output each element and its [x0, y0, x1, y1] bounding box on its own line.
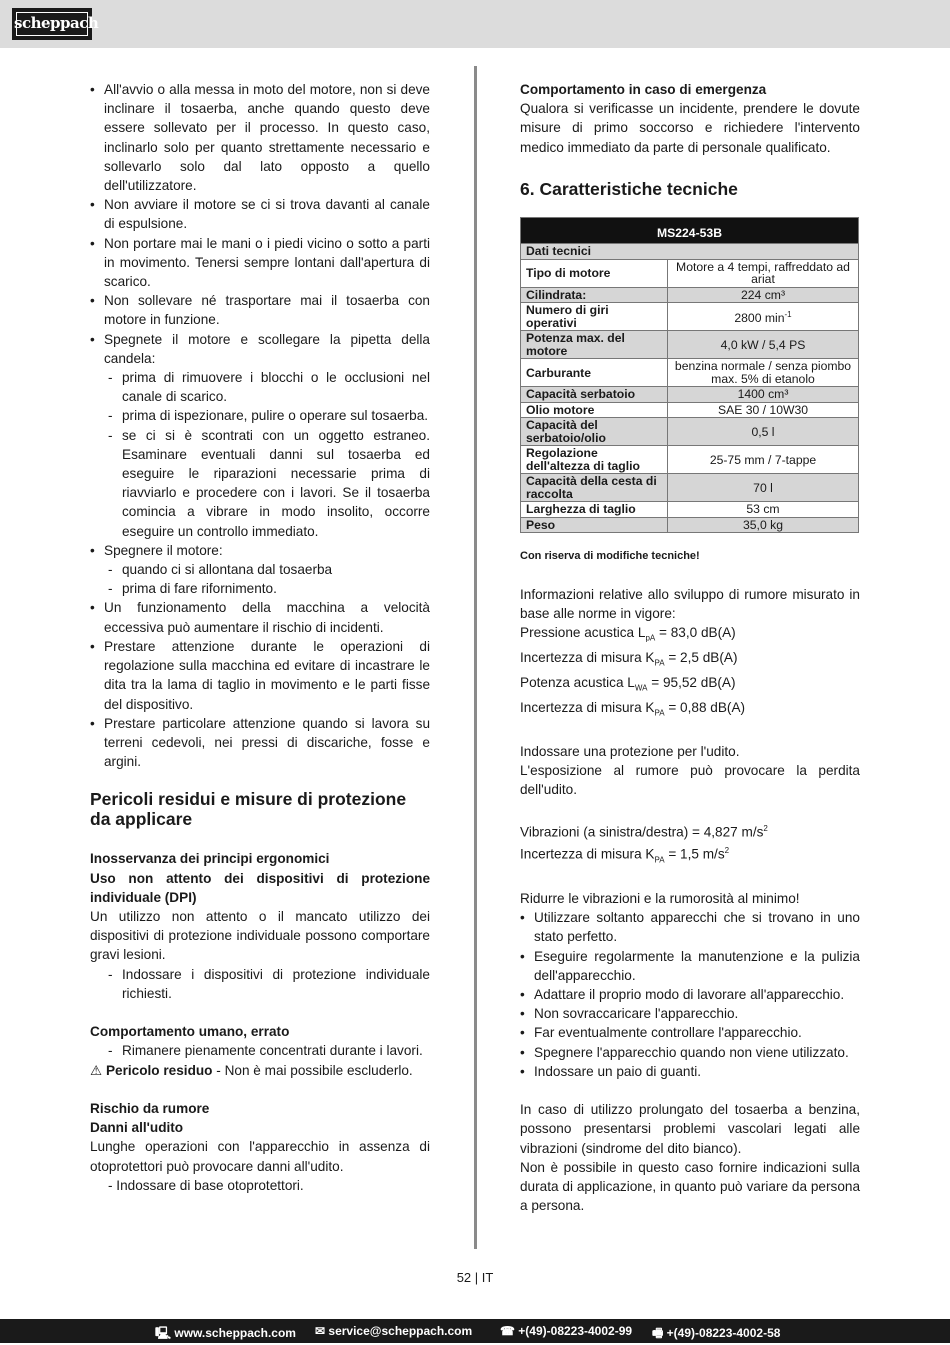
list-item: • Far eventualmente controllare l'apparecchio. — [520, 1025, 802, 1041]
spec-label: Carburante — [521, 359, 668, 387]
spec-label: Olio motore — [521, 402, 668, 418]
sub-list-item: - quando ci si allontana dal tosaerba — [108, 562, 333, 578]
table-row — [521, 517, 859, 533]
spec-label: Regolazione dell'altezza di taglio — [521, 446, 668, 474]
footer-phone: ☎ +(49)-08223-4002-99 — [500, 1324, 633, 1338]
table-header-row — [521, 217, 859, 244]
spec-value: 70 l — [668, 474, 859, 502]
header-bar — [0, 0, 950, 48]
vibration-uncertainty: Incertezza di misura $K_{PA} = 1,5$ $m/s^2$ — [520, 846, 730, 865]
spec-value: SAE 30 / 10W30 — [668, 402, 859, 418]
emergency-title: Comportamento in caso di emergenza — [520, 82, 767, 97]
sub-list-item: - prima di fare rifornimento. — [108, 581, 277, 597]
phone-icon: ☎ — [500, 1324, 515, 1338]
table-note: Con riserva di modifiche tecniche! — [520, 550, 700, 563]
table-row — [521, 287, 859, 303]
dpi-title: Uso non attento dei dispositivi di protezione individuale (DPI) — [90, 870, 430, 905]
list-item: • Indossare un paio di guanti. — [520, 1063, 702, 1079]
list-item: • Non avviare il motore se ci si trova davanti al canale di espulsione. — [90, 197, 430, 232]
spec-label: Numero di giri operativi — [521, 303, 668, 331]
vibration-value: Vibrazioni (a sinistra/destra) = 4,827 $m/s^2$ — [520, 823, 768, 840]
hearing-sub: - Indossare di base otoprotettori. — [108, 1177, 304, 1193]
residual-risk-line: ⚠ Pericolo residuo - Non è mai possibile escluderlo. — [90, 1062, 413, 1078]
reduce-list — [520, 908, 860, 1081]
spec-label: Peso — [521, 517, 668, 533]
table-row — [521, 331, 859, 359]
spec-value: 35,0 kg — [668, 517, 859, 533]
list-item: • All'avvio o alla messa in moto del motore, non si deve inclinare il tosaerba, anche quando questo deve essere sollevato per il processo. In questo caso, inclinarlo solo per quanto strettamente necessario e sollevarlo solo dal lato opposto a quello dell'utilizzatore. — [90, 82, 430, 194]
noise-values — [520, 623, 860, 723]
table-subheader: Dati tecnici — [521, 244, 859, 260]
duration-text: Non è possibile in questo caso fornire indicazioni sulla durata di applicazione, in quanto può variare da persona a persona. — [520, 1159, 860, 1214]
sub-list-item: - Indossare i dispositivi di protezione individuale richiesti. — [108, 966, 430, 1001]
noise-line: Potenza acustica $L_{WA} = 95,52$ dB(A) — [520, 674, 736, 693]
list-item: • Adattare il proprio modo di lavorare all'apparecchio. — [520, 986, 845, 1002]
table-row — [521, 502, 859, 518]
list-item: • Un funzionamento della macchina a velocità eccessiva può aumentare il rischio di incidenti. — [90, 600, 430, 635]
list-item: • Prestare attenzione durante le operazioni di regolazione sulla macchina ed evitare di incastrare le dita tra la lama di taglio in movimento e le parti fisse del dispositivo. — [90, 638, 430, 712]
list-item: • Prestare particolare attenzione quando si lavora su terreni cedevoli, nei pressi di discariche, fosse e argini. — [90, 715, 430, 770]
footer-web: 🖳 www.scheppach.com — [155, 1326, 296, 1340]
list-item: • Spegnete il motore e scollegare la pipetta della candela: — [90, 331, 430, 366]
warning-icon: ⚠ — [90, 1062, 103, 1078]
human-behaviour-title: Comportamento umano, errato — [90, 1024, 290, 1040]
spec-value: 2800 $\min^{-1}$ — [668, 303, 859, 331]
list-item: • Utilizzare soltanto apparecchi che si trovano in uno stato perfetto. — [520, 910, 860, 945]
spec-value: benzina normale / senza piombo max. 5% di etanolo — [668, 359, 859, 387]
footer-fax: 🖷 +(49)-08223-4002-58 — [652, 1326, 781, 1340]
table-row — [521, 259, 859, 287]
footer-email: ✉ service@scheppach.com — [315, 1324, 473, 1338]
noise-line: Pressione acustica $L_{pA} = 83,0$ dB(A) — [520, 624, 736, 643]
hearing-damage-title: Danni all'udito — [90, 1120, 184, 1136]
list-item: • Eseguire regolarmente la manutenzione e la pulizia dell'apparecchio. — [520, 948, 860, 983]
spec-value: 25-75 mm / 7-tappe — [668, 446, 859, 474]
table-row — [521, 387, 859, 403]
model-name: MS224-53B — [521, 217, 859, 244]
table-subheader-row — [521, 244, 859, 260]
hearing-protect-text: Indossare una protezione per l'udito. — [520, 743, 740, 759]
list-item: • Non sollevare né trasportare mai il tosaerba con motore in funzione. — [90, 293, 430, 328]
sub-list-item: - prima di ispezionare, pulire o operare sul tosaerba. — [108, 408, 429, 424]
noise-line: Incertezza di misura $K_{PA} = 0,88$ dB(A) — [520, 699, 746, 718]
spec-label: Tipo di motore — [521, 259, 668, 287]
noise-intro: Informazioni relative allo sviluppo di rumore misurato in base alle norme in vigore: — [520, 586, 860, 621]
fax-icon: 🖷 — [652, 1326, 664, 1340]
spec-label: Capacità della cesta di raccolta — [521, 474, 668, 502]
noise-line: Incertezza di misura $K_{PA} = 2,5$ dB(A) — [520, 649, 738, 668]
dpi-text: Un utilizzo non attento o il mancato utilizzo dei dispositivi di protezione individuale possono comportare gravi lesioni. — [90, 908, 430, 963]
logo-text: scheppach — [14, 14, 99, 32]
noise-risk-title: Rischio da rumore — [90, 1100, 210, 1116]
sub-list-item: - se ci si è scontrati con un oggetto estraneo. Esaminare eventuali danni sul tosaerba ed eseguire le riparazioni necessarie prima di riavviarlo e procedere con i lavori. Se il tosaerba comincia a vibrare in modo insolito, occorre eseguire un controllo immediato. — [108, 427, 430, 539]
prolonged-use-text: In caso di utilizzo prolungato del tosaerba a benzina, possono presentarsi problemi vascolari legati alle vibrazioni (sindrome del dito bianco). — [520, 1102, 860, 1156]
mail-icon: ✉ — [315, 1324, 326, 1338]
hearing-text: Lunghe operazioni con l'apparecchio in assenza di otoprotettori può provocare danni all'udito. — [90, 1139, 430, 1174]
table-row — [521, 446, 859, 474]
sub-list-item: - prima di rimuovere i blocchi o le occlusioni nel canale di scarico. — [108, 370, 430, 405]
right-column — [520, 80, 860, 1215]
spec-label: Capacità del serbatoio/olio — [521, 418, 668, 446]
list-item: • Non portare mai le mani o i piedi vicino o sotto a parti in movimento. Tenersi sempre lontani dall'apertura di scarico. — [90, 235, 430, 290]
scheppach-logo — [12, 8, 99, 40]
table-row — [521, 303, 859, 331]
list-item: • Spegnere l'apparecchio quando non viene utilizzato. — [520, 1044, 849, 1060]
spec-value: 0,5 l — [668, 418, 859, 446]
ergonomics-title: Inosservanza dei principi ergonomici — [90, 851, 330, 867]
footer-bar — [0, 1319, 950, 1343]
reduce-title: Ridurre le vibrazioni e la rumorosità al minimo! — [520, 890, 800, 906]
table-row — [521, 474, 859, 502]
table-row — [521, 359, 859, 387]
residual-hazards-heading: Pericoli residui e misure di protezione da applicare — [90, 789, 407, 830]
spec-table — [520, 217, 859, 534]
emergency-text: Qualora si verificasse un incidente, prendere le dovute misure di primo soccorso e richiedere l'intervento medico immediato da parte di personale qualificato. — [520, 101, 860, 155]
spec-label: Capacità serbatoio — [521, 387, 668, 403]
spec-value: Motore a 4 tempi, raffreddato ad ariat — [668, 259, 859, 287]
spec-value: 224 cm³ — [668, 287, 859, 303]
hearing-loss-text: L'esposizione al rumore può provocare la perdita dell'udito. — [520, 763, 860, 798]
table-row — [521, 402, 859, 418]
list-item: • Non sovraccaricare l'apparecchio. — [520, 1006, 739, 1022]
spec-value: 53 cm — [668, 502, 859, 518]
page-number: 52 | IT — [456, 1270, 494, 1285]
list-item: • Spegnere il motore: — [90, 542, 223, 558]
spec-label: Cilindrata: — [521, 287, 668, 303]
left-column — [90, 80, 430, 1195]
section-heading: 6. Caratteristiche tecniche — [520, 178, 738, 199]
spec-label: Potenza max. del motore — [521, 331, 668, 359]
sub-list-item: - Rimanere pienamente concentrati durante i lavori. — [108, 1043, 423, 1059]
spec-value: 1400 cm³ — [668, 387, 859, 403]
table-row — [521, 418, 859, 446]
spec-label: Larghezza di taglio — [521, 502, 668, 518]
monitor-icon: 🖳 — [155, 1326, 172, 1340]
spec-value: 4,0 kW / 5,4 PS — [668, 331, 859, 359]
column-divider — [474, 66, 477, 1249]
